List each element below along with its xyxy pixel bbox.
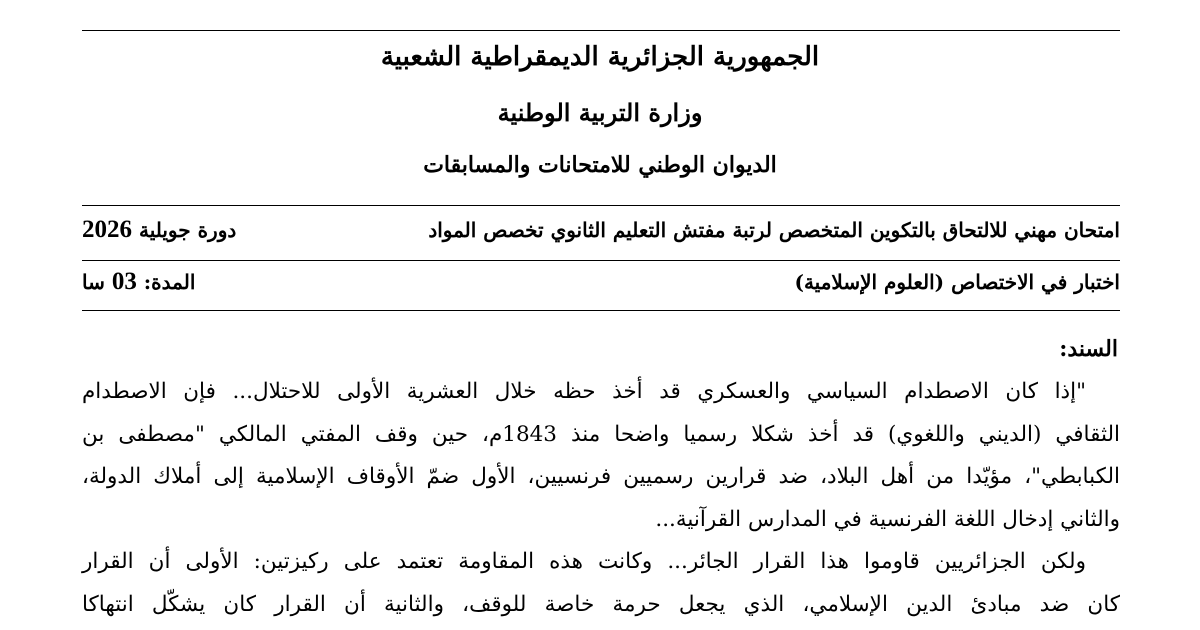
- exam-title-row: [82, 216, 1120, 244]
- paragraph-line: الكبابطي"، مؤيّدا من أهل البلاد، ضد قرارين رسميين فرنسيين، الأول ضمّ الأوقاف الإسلامية إلى أملاك الدولة،: [82, 464, 1120, 489]
- paragraph-line: والثاني إدخال اللغة الفرنسية في المدارس القرآنية...: [655, 506, 1120, 532]
- session-year: 2026: [82, 216, 132, 243]
- bottom-rule: [82, 310, 1120, 311]
- duration-unit: سا: [82, 270, 105, 294]
- duration-label: المدة:: [143, 270, 196, 294]
- session: [82, 216, 236, 244]
- session-label: دورة جويلية: [138, 218, 237, 242]
- republic-title: الجمهورية الجزائرية الديمقراطية الشعبية: [380, 42, 820, 72]
- header-rule: [82, 205, 1120, 206]
- office-title: الديوان الوطني للامتحانات والمسابقات: [423, 152, 777, 178]
- ministry-title: وزارة التربية الوطنية: [497, 98, 703, 127]
- subject-row: [82, 268, 1120, 296]
- paragraph-line: ولكن الجزائريين قاوموا هذا القرار الجائر... وكانت هذه المقاومة تعتمد على ركيزتين: الأولى أن القرار: [82, 549, 1086, 574]
- paragraph-line: كان ضد مبادئ الدين الإسلامي، الذي يجعل حرمة خاصة للوقف، والثانية أن القرار كان يشكّل انتهاكا: [82, 591, 1120, 617]
- duration-value: 03: [111, 268, 137, 295]
- duration: [82, 268, 195, 296]
- paragraph-line: "إذا كان الاصطدام السياسي والعسكري قد أخذ حظه خلال العشرية الأولى للاحتلال... فإن الاصطدام: [82, 379, 1086, 404]
- paragraph-1: [82, 371, 1120, 541]
- exam-title: امتحان مهني للالتحاق بالتكوين المتخصص لرتبة مفتش التعليم الثانوي تخصص المواد: [428, 218, 1120, 242]
- text-label: السند:: [1059, 336, 1118, 362]
- paragraph-line: الثقافي (الديني واللغوي) قد أخذ شكلا رسميا واضحا منذ 1843م، حين وقف المفتي المالكي "مصطفى بن: [82, 421, 1120, 447]
- top-rule: [82, 30, 1120, 31]
- middle-rule: [82, 260, 1120, 261]
- paragraph-2: [82, 541, 1120, 626]
- exam-subject: اختبار في الاختصاص (العلوم الإسلامية): [794, 270, 1120, 294]
